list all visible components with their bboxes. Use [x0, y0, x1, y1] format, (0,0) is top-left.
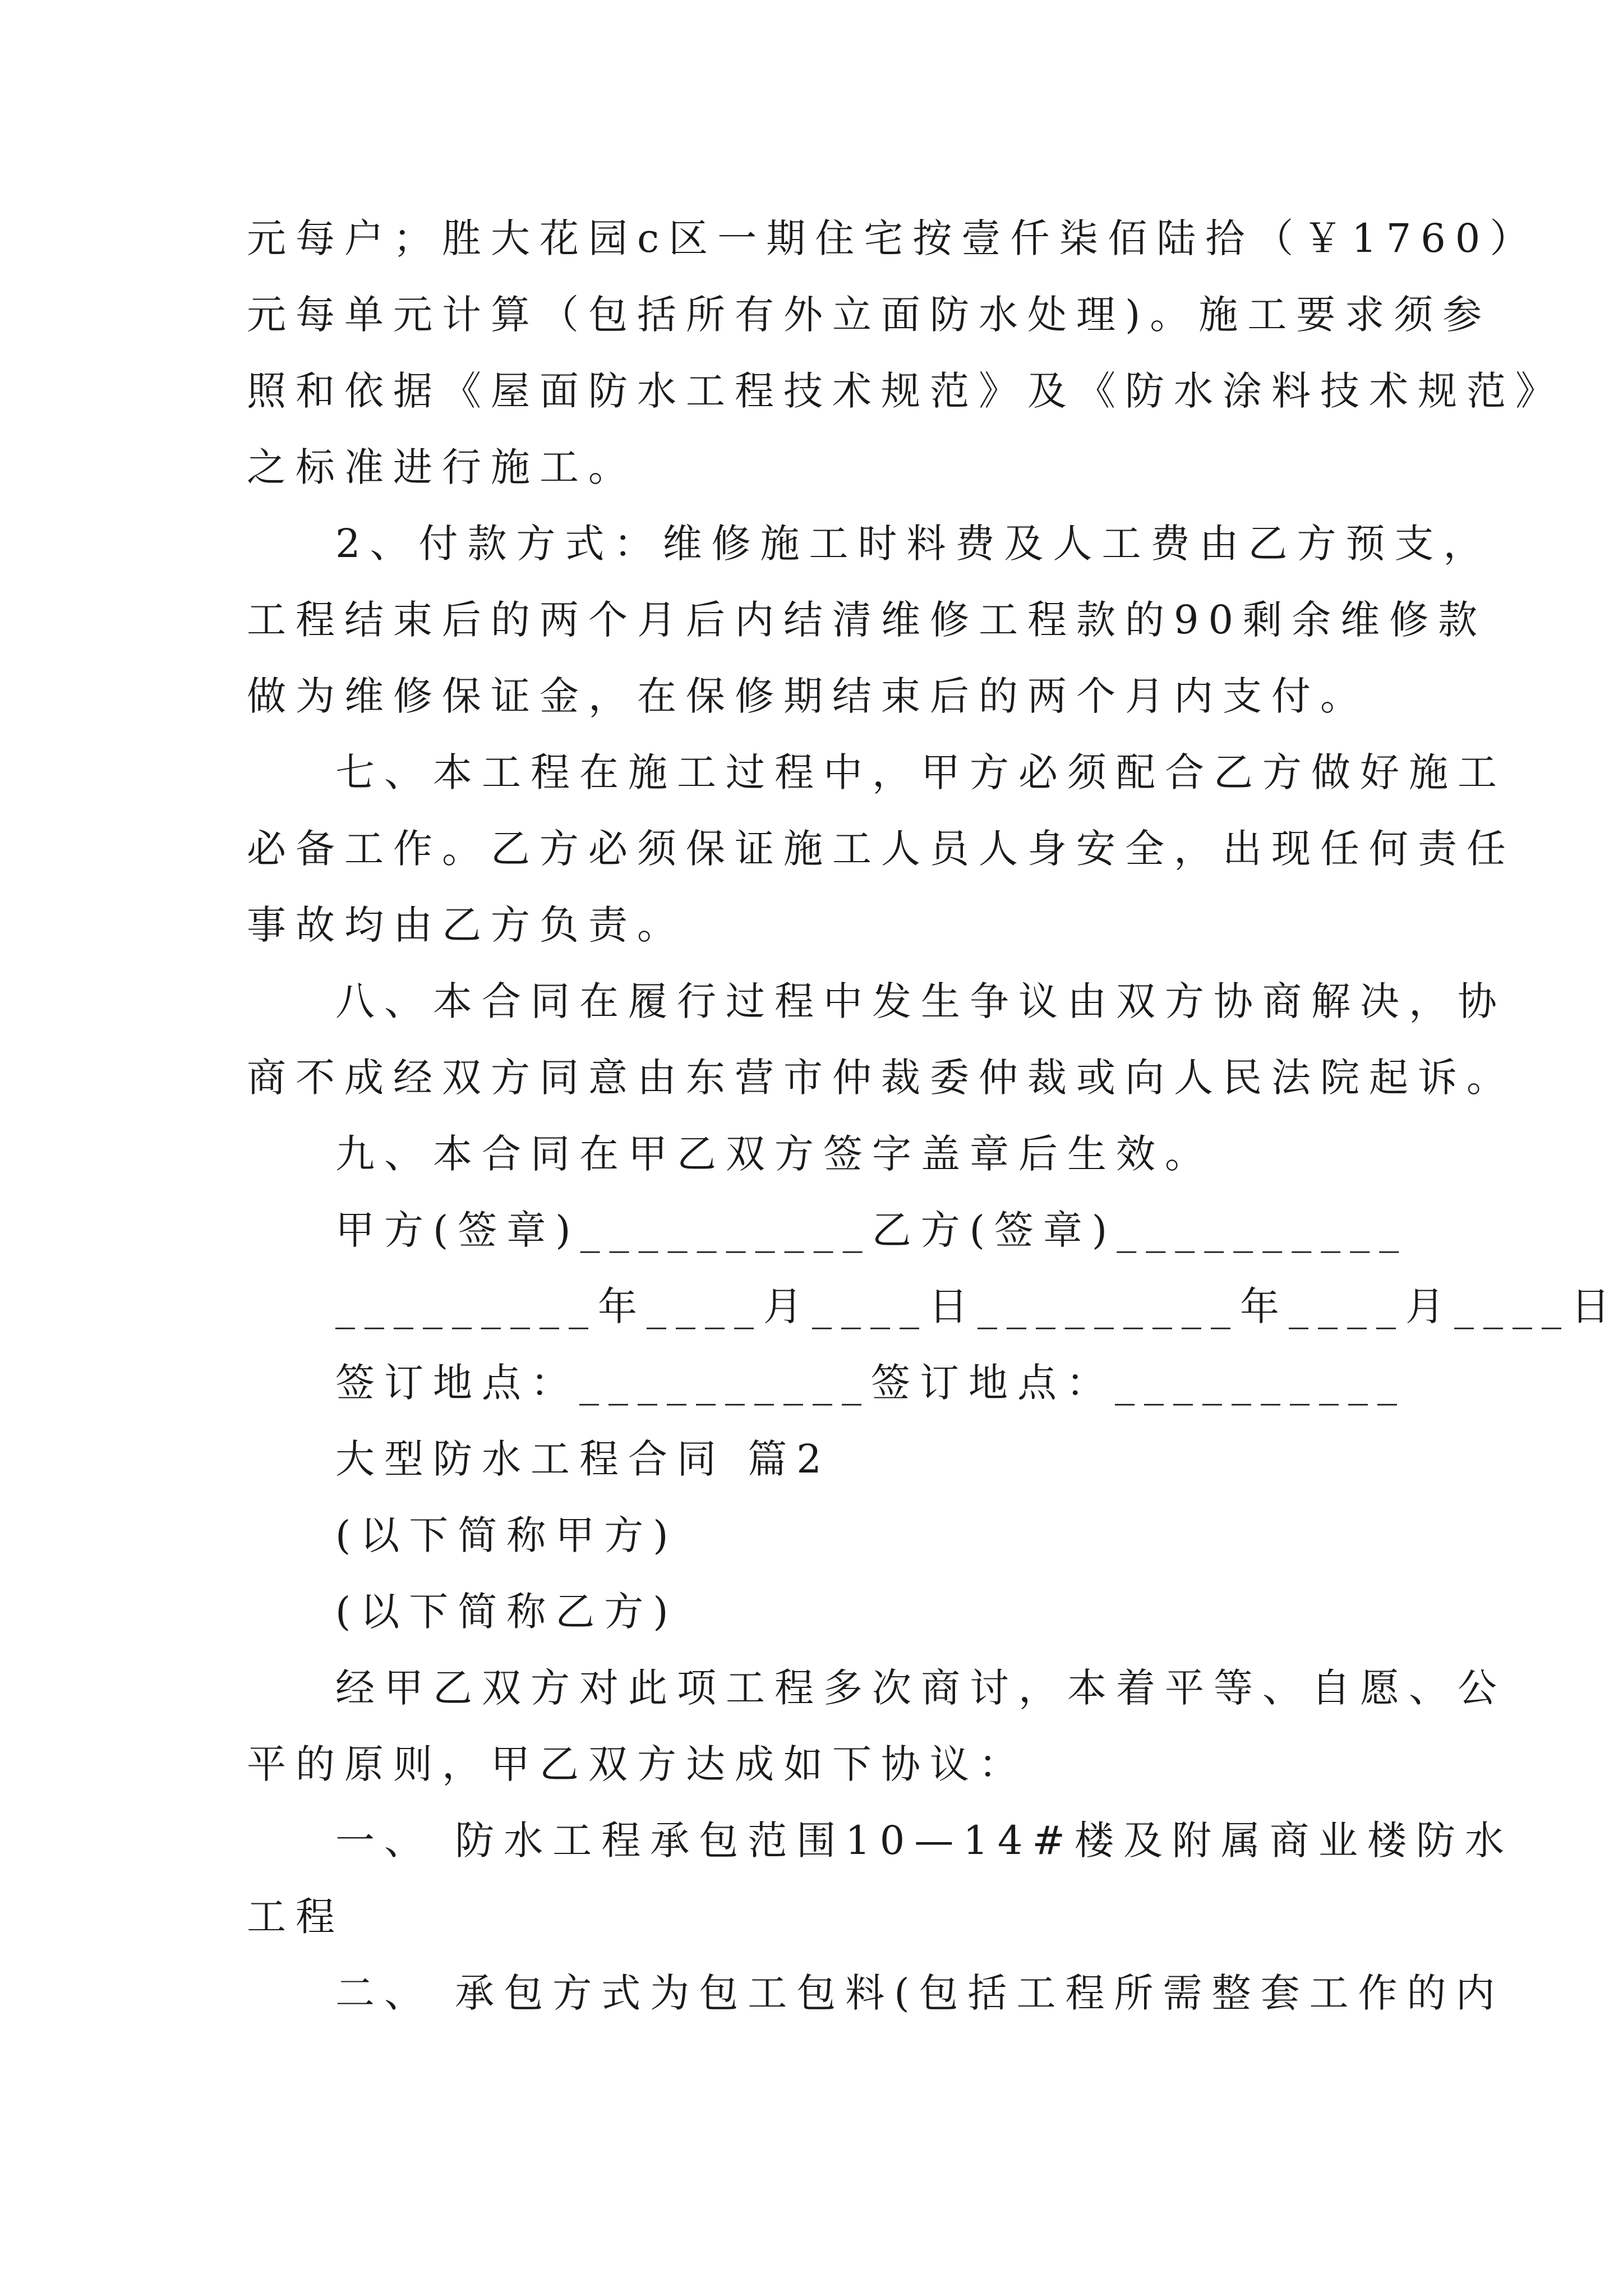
- text-line: 照和依据《屋面防水工程技术规范》及《防水涂料技术规范》: [247, 368, 1564, 414]
- text-line: 2、付款方式：维修施工时料费及人工费由乙方预支，: [335, 521, 1492, 567]
- text-line: 九、本合同在甲乙双方签字盖章后生效。: [335, 1131, 1214, 1177]
- signature-line: 甲方(签章)__________乙方(签章)__________: [335, 1207, 1409, 1253]
- text-line: 元每户；胜大花园c区一期住宅按壹仟柒佰陆拾（￥1760）: [247, 215, 1539, 261]
- party-a-line: (以下简称甲方): [335, 1512, 678, 1558]
- text-line: 做为维修保证金，在保修期结束后的两个月内支付。: [247, 673, 1369, 719]
- date-line: _________年____月____日_________年____月____日: [335, 1283, 1620, 1329]
- clause-line: 二、 承包方式为包工包料(包括工程所需整套工作的内: [335, 1970, 1505, 2016]
- text-line: 工程: [247, 1894, 344, 1940]
- text-line: 工程结束后的两个月后内结清维修工程款的90剩余维修款: [247, 597, 1487, 643]
- text-line: 经甲乙双方对此项工程多次商讨，本着平等、自愿、公: [335, 1665, 1506, 1711]
- text-line: 八、本合同在履行过程中发生争议由双方协商解决，协: [335, 978, 1506, 1024]
- clause-line: 一、 防水工程承包范围10—14#楼及附属商业楼防水: [335, 1818, 1514, 1864]
- party-b-line: (以下简称乙方): [335, 1589, 678, 1635]
- section-heading: 大型防水工程合同 篇2: [335, 1436, 831, 1482]
- text-line: 商不成经双方同意由东营市仲裁委仲裁或向人民法院起诉。: [247, 1055, 1515, 1101]
- text-line: 七、本工程在施工过程中，甲方必须配合乙方做好施工: [335, 749, 1506, 795]
- text-line: 之标准进行施工。: [247, 444, 637, 490]
- text-line: 元每单元计算（包括所有外立面防水处理)。施工要求须参: [247, 292, 1492, 338]
- text-line: 事故均由乙方负责。: [247, 902, 686, 948]
- text-line: 必备工作。乙方必须保证施工人员人身安全，出现任何责任: [247, 826, 1515, 872]
- text-line: 平的原则，甲乙双方达成如下协议：: [247, 1741, 1027, 1787]
- location-line: 签订地点：__________签订地点：__________: [335, 1360, 1407, 1406]
